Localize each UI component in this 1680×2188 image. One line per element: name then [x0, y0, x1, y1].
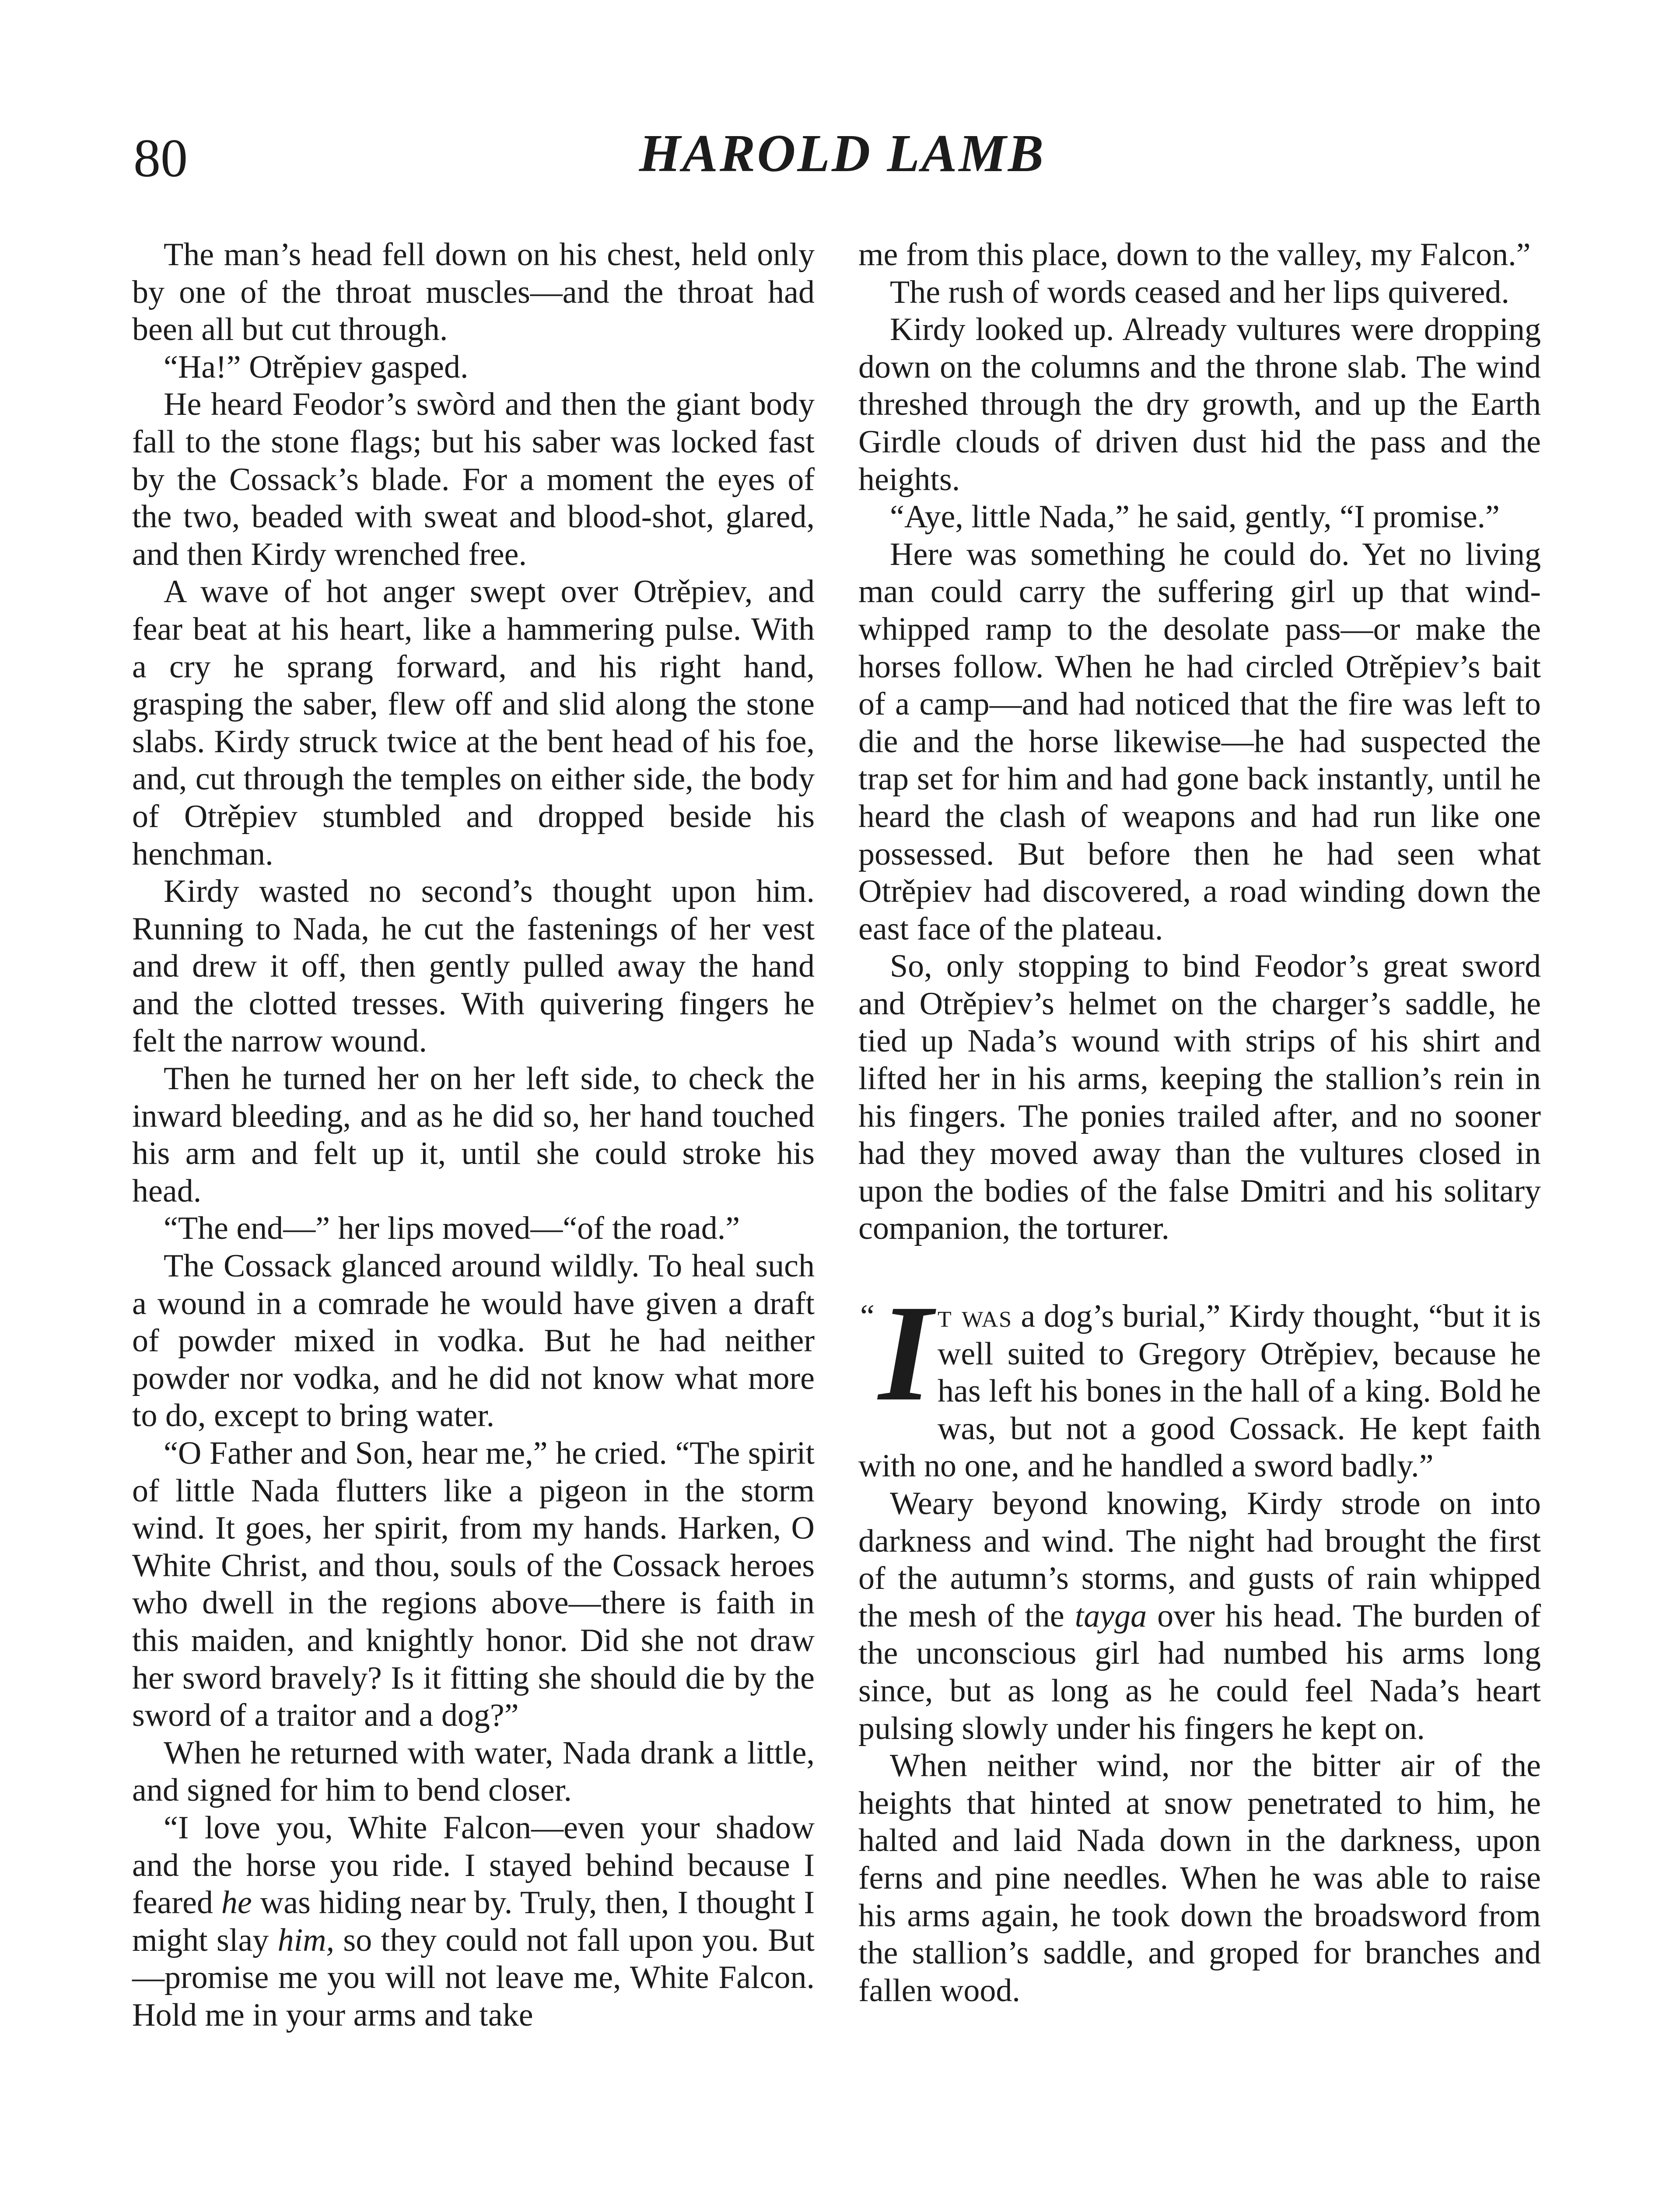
drop-cap: I [878, 1276, 932, 1430]
text-run: a dog’s burial,” Kirdy thought, “but it is well suited to Gregory Otrěpiev, because he has left his bones in the hall of a king. Bold he was, but not a good Cossack. He kept faith with no one, and he handled a sword badly.” [858, 1298, 1541, 1484]
left-column [132, 236, 815, 2034]
drop-cap-paragraph [858, 1276, 1541, 1485]
paragraph: “The end—” her lips moved—“of the road.” [164, 1210, 740, 1247]
paragraph: “Aye, little Nada,” he said, gently, “I promise.” [890, 499, 1500, 535]
paragraph: So, only stopping to bind Feodor’s great sword and Otrěpiev’s helmet on the charger’s saddle, he tied up Nada’s wound with strips of his shirt and lifted her in his arms, keeping the stallion’s rein in his fingers. The ponies trailed after, and no sooner had they moved away than the vultures closed in upon the bodies of the false Dmitri and his solitary companion, the torturer. [858, 948, 1541, 1247]
paragraph: “O Father and Son, hear me,” he cried. “The spirit of little Nada flutters like a pigeon in the storm wind. It goes, her spirit, from my hands. Harken, O White Christ, and thou, souls of the Cossack heroes who dwell in the regions above—there is faith in this maiden, and knightly honor. Did she not draw her sword bravely? Is it fitting she should die by the sword of a traitor and a dog?” [132, 1435, 815, 1734]
text-run: “I love you, White Falcon—even your shadow and the horse you ride. I stayed behind because I feared [132, 1809, 815, 1921]
continued-paragraph: me from this place, down to the valley, my Falcon.” [858, 237, 1531, 273]
right-column [858, 236, 1541, 2009]
section-break [858, 1248, 1541, 1298]
running-title: HAROLD LAMB [639, 124, 1046, 183]
text-run: was hiding near by. Truly, then, I thought I might slay [132, 1885, 815, 1958]
paragraph: The rush of words ceased and her lips quivered. [890, 274, 1509, 310]
italic-him: him, [277, 1922, 335, 1958]
opening-quote: “ [860, 1298, 875, 1335]
paragraph: Then he turned her on her left side, to check the inward bleeding, and as he did so, her hand touched his arm and felt up it, until she could stroke his head. [132, 1061, 815, 1209]
paragraph: The man’s head fell down on his chest, held only by one of the throat muscles—and the throat had been all but cut through. [132, 237, 815, 348]
small-caps-lead: t was [937, 1298, 1012, 1335]
text-run: over his head. The burden of the unconscious girl had numbed his arms long since, but as long as he could feel Nada’s heart pulsing slowly under his fingers he kept on. [858, 1598, 1541, 1746]
paragraph [132, 1809, 815, 2034]
paragraph: Kirdy looked up. Already vultures were dropping down on the columns and the throne slab. The wind threshed through the dry growth, and up the Earth Girdle clouds of driven dust hid the pass and the heights. [858, 312, 1541, 498]
paragraph: Here was something he could do. Yet no living man could carry the suffering girl up that wind-whipped ramp to the desolate pass—or make the horses follow. When he had circled Otrěpiev’s bait of a camp—and had noticed that the fire was left to die and the horse likewise—he had suspected the trap set for him and had gone back instantly, until he heard the clash of weapons and had run like one possessed. But before then he had seen what Otrěpiev had discovered, a road winding down the east face of the plateau. [858, 536, 1541, 947]
paragraph [858, 1485, 1541, 1747]
text-run: Weary beyond knowing, Kirdy strode on into darkness and wind. The night had brought the first of the autumn’s storms, and gusts of rain whipped the mesh of the [858, 1486, 1541, 1634]
paragraph: When neither wind, nor the bitter air of the heights that hinted at snow penetrated to him, he halted and laid Nada down in the darkness, upon ferns and pine needles. When he was able to raise his arms again, he took down the broadsword from the stallion’s saddle, and groped for branches and fallen wood. [858, 1748, 1541, 2009]
text-run: so they could not fall upon you. But —promise me you will not leave me, White Falcon. Hold me in your arms and take [132, 1922, 815, 2033]
italic-he: he [221, 1885, 252, 1921]
paragraph: Kirdy wasted no second’s thought upon him. Running to Nada, he cut the fastenings of her vest and drew it off, then gently pulled away the hand and the clotted tresses. With quivering fingers he felt the narrow wound. [132, 873, 815, 1059]
page-number: 80 [133, 128, 188, 188]
paragraph: A wave of hot anger swept over Otrěpiev, and fear beat at his heart, like a hammering pulse. With a cry he sprang forward, and his right hand, grasping the saber, flew off and slid along the stone slabs. Kirdy struck twice at the bent head of his foe, and, cut through the temples on either side, the body of Otrěpiev stumbled and dropped beside his henchman. [132, 574, 815, 872]
paragraph: He heard Feodor’s swòrd and then the giant body fall to the stone flags; but his saber was locked fast by the Cossack’s blade. For a moment the eyes of the two, beaded with sweat and blood-shot, glared, and then Kirdy wrenched free. [132, 386, 815, 572]
paragraph: When he returned with water, Nada drank a little, and signed for him to bend closer. [132, 1735, 815, 1809]
paragraph: “Ha!” Otrěpiev gasped. [164, 349, 469, 385]
paragraph: The Cossack glanced around wildly. To heal such a wound in a comrade he would have given a draft of powder mixed in vodka. But he had neither powder nor vodka, and he did not know what more to do, except to bring water. [132, 1248, 815, 1434]
section-opening [858, 1276, 1541, 1485]
italic-tayga: tayga [1074, 1598, 1147, 1634]
